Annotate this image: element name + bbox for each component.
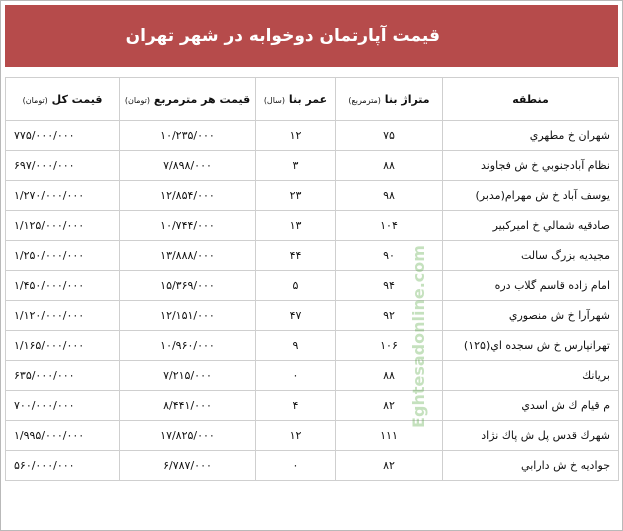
table-row (6, 361, 619, 391)
cell-area: ۱۱۱ (336, 421, 443, 451)
cell-area: ۹۰ (336, 241, 443, 271)
cell-region: يوسف آباد خ ش مهرام(مدبر) (443, 181, 619, 211)
cell-region: شهرآرا خ ش منصوري (443, 301, 619, 331)
page-title: قیمت آپارتمان دوخوابه در شهر تهران (125, 26, 440, 46)
cell-age: ۳ (256, 151, 336, 181)
cell-age: ۱۲ (256, 421, 336, 451)
header-region: منطقه (443, 78, 619, 121)
price-table (5, 77, 619, 481)
cell-total-price: ۷۰۰/۰۰۰/۰۰۰ (6, 391, 120, 421)
cell-total-price: ۷۷۵/۰۰۰/۰۰۰ (6, 121, 120, 151)
header-price-per-meter: قیمت هر مترمربع (تومان) (120, 78, 256, 121)
table-row (6, 421, 619, 451)
cell-price-per-meter: ۱۰/۷۴۴/۰۰۰ (120, 211, 256, 241)
cell-price-per-meter: ۱۳/۸۸۸/۰۰۰ (120, 241, 256, 271)
cell-total-price: ۵۶۰/۰۰۰/۰۰۰ (6, 451, 120, 481)
cell-total-price: ۱/۹۹۵/۰۰۰/۰۰۰ (6, 421, 120, 451)
cell-area: ۹۸ (336, 181, 443, 211)
cell-total-price: ۱/۱۲۵/۰۰۰/۰۰۰ (6, 211, 120, 241)
cell-region: تهرانپارس خ ش سجده اي(۱۲۵) (443, 331, 619, 361)
cell-price-per-meter: ۱۰/۲۳۵/۰۰۰ (120, 121, 256, 151)
cell-price-per-meter: ۱۲/۱۵۱/۰۰۰ (120, 301, 256, 331)
title-bar (5, 5, 618, 67)
cell-age: ۱۲ (256, 121, 336, 151)
cell-total-price: ۱/۴۵۰/۰۰۰/۰۰۰ (6, 271, 120, 301)
cell-price-per-meter: ۱۲/۸۵۴/۰۰۰ (120, 181, 256, 211)
cell-area: ۸۲ (336, 451, 443, 481)
table-row (6, 181, 619, 211)
cell-price-per-meter: ۷/۸۹۸/۰۰۰ (120, 151, 256, 181)
watermark: Eghtesadonline.com (408, 244, 428, 428)
cell-area: ۱۰۶ (336, 331, 443, 361)
header-area: متراژ بنا (مترمربع) (336, 78, 443, 121)
cell-age: ۹ (256, 331, 336, 361)
cell-price-per-meter: ۷/۲۱۵/۰۰۰ (120, 361, 256, 391)
table-row (6, 331, 619, 361)
cell-total-price: ۱/۱۲۰/۰۰۰/۰۰۰ (6, 301, 120, 331)
cell-price-per-meter: ۱۵/۳۶۹/۰۰۰ (120, 271, 256, 301)
table-row (6, 271, 619, 301)
cell-region: م قيام ك ش اسدي (443, 391, 619, 421)
cell-age: ۰ (256, 361, 336, 391)
cell-price-per-meter: ۱۰/۹۶۰/۰۰۰ (120, 331, 256, 361)
cell-price-per-meter: ۱۷/۸۲۵/۰۰۰ (120, 421, 256, 451)
cell-region: صادقيه شمالي خ اميركبير (443, 211, 619, 241)
cell-age: ۴۷ (256, 301, 336, 331)
cell-total-price: ۶۳۵/۰۰۰/۰۰۰ (6, 361, 120, 391)
table-row (6, 211, 619, 241)
table-row (6, 301, 619, 331)
cell-total-price: ۱/۲۷۰/۰۰۰/۰۰۰ (6, 181, 120, 211)
cell-total-price: ۱/۲۵۰/۰۰۰/۰۰۰ (6, 241, 120, 271)
cell-age: ۲۳ (256, 181, 336, 211)
cell-area: ۱۰۴ (336, 211, 443, 241)
cell-age: ۴۴ (256, 241, 336, 271)
header-age: عمر بنا (سال) (256, 78, 336, 121)
cell-total-price: ۶۹۷/۰۰۰/۰۰۰ (6, 151, 120, 181)
cell-region: شهرك قدس پل ش پاك نژاد (443, 421, 619, 451)
cell-area: ۹۴ (336, 271, 443, 301)
cell-region: مجيديه بزرگ سالت (443, 241, 619, 271)
cell-region: بريانك (443, 361, 619, 391)
cell-area: ۸۸ (336, 361, 443, 391)
cell-total-price: ۱/۱۶۵/۰۰۰/۰۰۰ (6, 331, 120, 361)
table-header-row (6, 78, 619, 121)
table-row (6, 241, 619, 271)
header-total-price: قیمت کل (تومان) (6, 78, 120, 121)
cell-age: ۰ (256, 451, 336, 481)
table-row (6, 151, 619, 181)
cell-age: ۵ (256, 271, 336, 301)
cell-area: ۷۵ (336, 121, 443, 151)
cell-region: شهران خ مطهري (443, 121, 619, 151)
cell-price-per-meter: ۸/۴۴۱/۰۰۰ (120, 391, 256, 421)
cell-area: ۸۸ (336, 151, 443, 181)
cell-age: ۴ (256, 391, 336, 421)
cell-price-per-meter: ۶/۷۸۷/۰۰۰ (120, 451, 256, 481)
cell-region: نظام آبادجنوبي خ ش فجاوند (443, 151, 619, 181)
cell-area: ۹۲ (336, 301, 443, 331)
cell-age: ۱۳ (256, 211, 336, 241)
table-row (6, 121, 619, 151)
cell-region: امام زاده قاسم گلاب دره (443, 271, 619, 301)
cell-area: ۸۲ (336, 391, 443, 421)
table-row (6, 391, 619, 421)
table-row (6, 451, 619, 481)
cell-region: جواديه خ ش دارابي (443, 451, 619, 481)
